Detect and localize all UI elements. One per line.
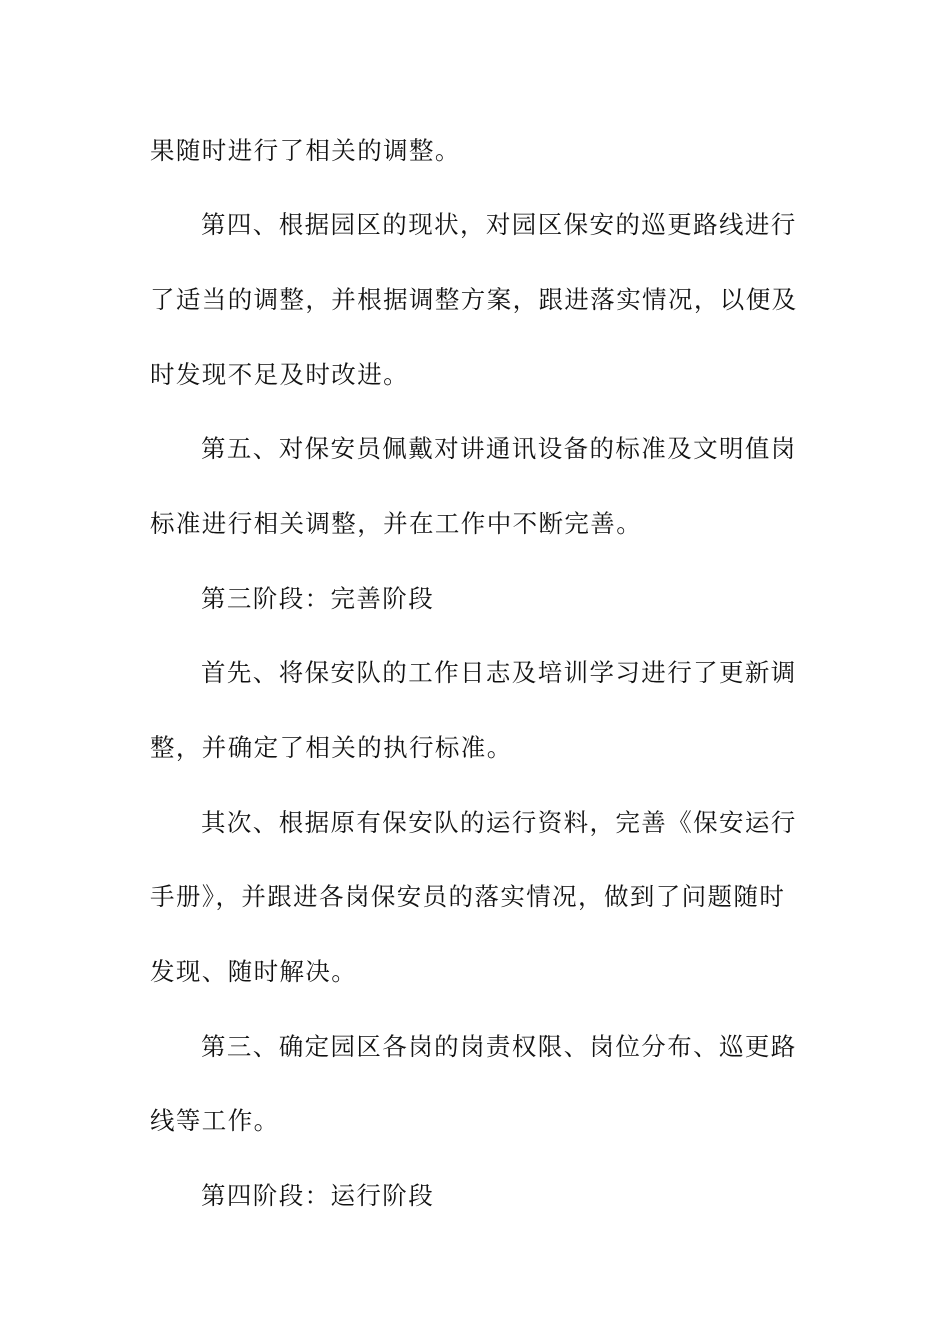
paragraph-second-line-1: 其次、根据原有保安队的运行资料，完善《保安运行 — [201, 808, 797, 837]
paragraph-fourth-line-1: 第四、根据园区的现状，对园区保安的巡更路线进行 — [201, 210, 797, 239]
paragraph-continuation-line: 果随时进行了相关的调整。 — [150, 136, 461, 165]
paragraph-third-line-1: 第三、确定园区各岗的岗责权限、岗位分布、巡更路 — [201, 1032, 797, 1061]
section-heading-stage-four: 第四阶段：运行阶段 — [201, 1181, 435, 1210]
paragraph-first-line-1: 首先、将保安队的工作日志及培训学习进行了更新调 — [201, 658, 797, 687]
paragraph-fourth-line-3: 时发现不足及时改进。 — [150, 360, 409, 389]
paragraph-first-line-2: 整，并确定了相关的执行标准。 — [150, 733, 513, 762]
section-heading-stage-three: 第三阶段：完善阶段 — [201, 584, 435, 613]
paragraph-fifth-line-2: 标准进行相关调整，并在工作中不断完善。 — [150, 509, 643, 538]
paragraph-fourth-line-2: 了适当的调整，并根据调整方案，跟进落实情况，以便及 — [150, 285, 798, 314]
paragraph-third-line-2: 线等工作。 — [150, 1106, 280, 1135]
paragraph-second-line-3: 发现、随时解决。 — [150, 957, 358, 986]
paragraph-second-line-2: 手册》，并跟进各岗保安员的落实情况，做到了问题随时 — [150, 882, 786, 911]
paragraph-fifth-line-1: 第五、对保安员佩戴对讲通讯设备的标准及文明值岗 — [201, 434, 797, 463]
